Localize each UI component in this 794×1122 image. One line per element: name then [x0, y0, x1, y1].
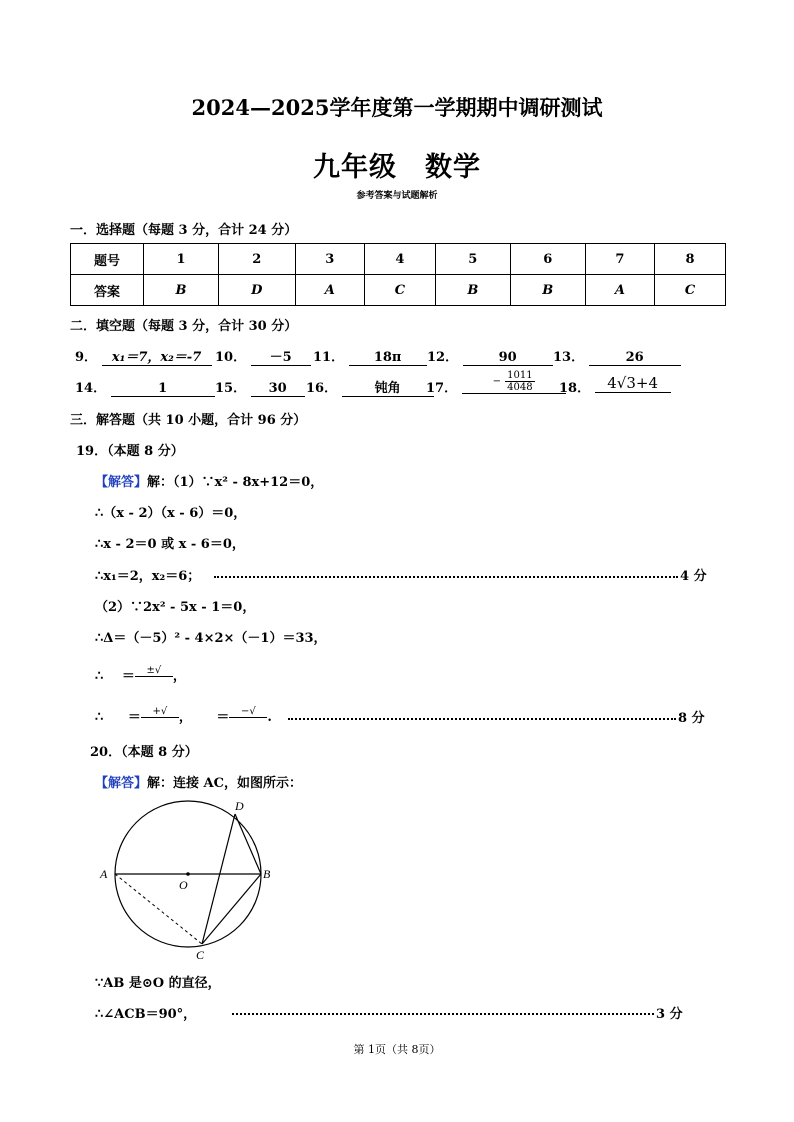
answer-cell: C: [364, 275, 435, 306]
question-number: 5: [435, 244, 510, 275]
leader-dots: [232, 1013, 654, 1015]
subject-title: 九年级 数学: [313, 152, 481, 183]
label-o: O: [179, 878, 188, 892]
segment-db: [235, 814, 261, 874]
segment-ac: [115, 874, 202, 944]
answer-tag: 【解答】: [95, 475, 148, 490]
leader-dots: [288, 718, 676, 720]
q19-line-5: （2）∵2x² - 5x - 1＝0，: [95, 600, 256, 615]
section1-heading: 一．选择题（每题 3 分，合计 24 分）: [70, 223, 298, 238]
item-number: 15．: [215, 381, 247, 396]
q20-line-2: ∵AB 是⊙O 的直径，: [95, 976, 221, 991]
q19-line-6: ∴Δ＝（－5）² - 4×2×（－1）＝33，: [95, 631, 327, 646]
fraction: [135, 665, 173, 688]
q19-line-1: [95, 471, 323, 490]
item-number: 9．: [75, 350, 98, 365]
answer-cell: B: [510, 275, 585, 306]
fill-answer: 18π: [349, 350, 427, 366]
question-number: 8: [655, 244, 726, 275]
document-title: 2024—2025学年度第一学期期中调研测试: [191, 95, 603, 120]
row-label-number: 题号: [71, 244, 144, 275]
therefore-symbol: ∴: [95, 669, 104, 684]
fill-answer: 30: [251, 381, 305, 397]
fraction-numerator: +√: [141, 706, 179, 718]
item-number: 18．: [559, 381, 591, 396]
fraction-denominator: [135, 677, 173, 688]
fill-answer: 1: [111, 381, 215, 397]
answer-tag: 【解答】: [95, 776, 148, 791]
fill-answer: 钝角: [342, 377, 434, 397]
fill-item-11: [313, 346, 427, 366]
label-c: C: [196, 948, 205, 962]
q19-line-4: ∴x₁＝2，x₂＝6；: [95, 569, 201, 584]
fill-item-17: [426, 370, 566, 394]
fraction-numerator: 1011: [507, 370, 533, 381]
q20-heading: 20．（本题 8 分）: [90, 745, 198, 760]
section2-heading: 二．填空题（每题 3 分，合计 30 分）: [70, 319, 298, 334]
question-number: 2: [218, 244, 295, 275]
section3-heading: 三．解答题（共 10 小题，合计 96 分）: [70, 413, 307, 428]
q19-heading: 19．（本题 8 分）: [76, 444, 184, 459]
answer-cell: A: [585, 275, 654, 306]
fill-answer: 90: [463, 350, 553, 366]
table-row: [71, 244, 726, 275]
fill-answer: [462, 370, 566, 394]
fill-item-14: [75, 377, 215, 397]
fill-item-16: [306, 377, 434, 397]
score-mark: 3 分: [656, 1007, 683, 1022]
table-row: [71, 275, 726, 306]
fill-answer: －5: [251, 346, 311, 366]
q19-line-7: ∴ ＝ ±√ ，: [95, 665, 186, 688]
fraction-numerator: −√: [229, 706, 267, 718]
item-number: 13．: [553, 350, 585, 365]
answer-cell: B: [144, 275, 219, 306]
item-number: 14．: [75, 381, 107, 396]
fill-item-18: [559, 373, 671, 396]
item-number: 17．: [426, 381, 458, 396]
therefore-symbol: ∴: [95, 710, 104, 725]
page-footer: 第 1页（共 8页）: [353, 1043, 441, 1056]
fill-answer: x₁＝7，x₂＝-7: [102, 346, 212, 366]
fraction-denominator: [141, 718, 179, 729]
minus-sign: −: [492, 376, 502, 387]
label-a: A: [100, 867, 108, 881]
fraction: [229, 706, 267, 729]
label-b: B: [263, 867, 271, 881]
q20-line-1: [95, 772, 302, 791]
answer-cell: C: [655, 275, 726, 306]
question-number: 1: [144, 244, 219, 275]
center-point: [186, 872, 190, 876]
q19-line-2: ∴（x - 2）（x - 6）＝0，: [95, 506, 247, 521]
q20-text-1: 解：连接 AC，如图所示：: [147, 776, 302, 791]
fraction: [141, 706, 179, 729]
item-number: 11．: [313, 350, 345, 365]
question-number: 6: [510, 244, 585, 275]
score-mark: 4 分: [680, 569, 707, 584]
q19-line-3: ∴x - 2＝0 或 x - 6＝0，: [95, 537, 245, 552]
answer-cell: A: [295, 275, 364, 306]
fraction: [505, 370, 534, 393]
fill-item-10: [215, 346, 311, 366]
q20-line-3: ∴∠ACB＝90°，: [95, 1007, 197, 1022]
item-number: 12．: [427, 350, 459, 365]
label-d: D: [235, 799, 244, 813]
circle-diagram: [95, 798, 285, 968]
q19-text-1: 解：（1）∵x² - 8x+12＝0，: [147, 475, 324, 490]
fill-item-12: [427, 346, 553, 366]
fill-answer: 26: [589, 350, 681, 366]
leader-dots: [214, 576, 678, 578]
question-number: 7: [585, 244, 654, 275]
fill-item-15: [215, 377, 305, 397]
answer-cell: B: [435, 275, 510, 306]
item-number: 10．: [215, 350, 247, 365]
question-number: 3: [295, 244, 364, 275]
question-number: 4: [364, 244, 435, 275]
fraction-denominator: [229, 718, 267, 729]
document-subtitle: 参考答案与试题解析: [356, 191, 438, 201]
fraction-denominator: 4048: [507, 382, 533, 393]
fraction-numerator: ±√: [135, 665, 173, 677]
fill-item-9: [75, 346, 212, 366]
answer-cell: D: [218, 275, 295, 306]
score-mark: 8 分: [678, 711, 705, 726]
answer-table: [70, 243, 726, 306]
row-label-answer: 答案: [71, 275, 144, 306]
item-number: 16．: [306, 381, 338, 396]
fill-answer: 4√3+4: [595, 374, 671, 393]
fill-item-13: [553, 346, 681, 366]
q19-line-8: ∴ ＝ +√ ， ＝ −√ .: [95, 706, 272, 729]
